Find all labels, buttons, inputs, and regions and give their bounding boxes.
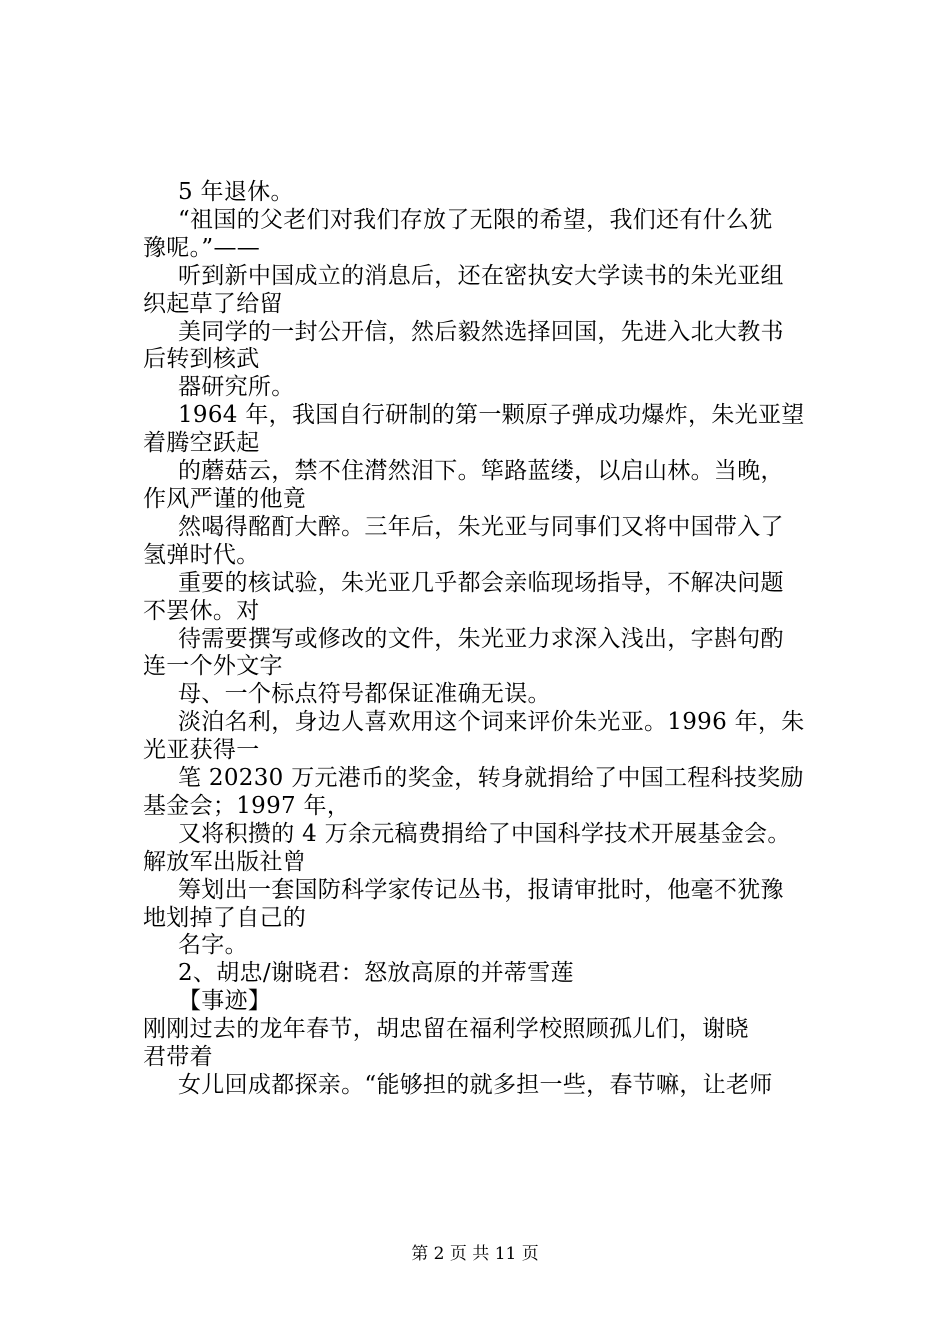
text-line: 解放军出版社曾: [143, 848, 307, 875]
text-line: 然喝得酩酊大醉。三年后，朱光亚与同事们又将中国带入了: [178, 513, 784, 540]
page-footer: 第 2 页 共 11 页: [411, 1244, 539, 1264]
text-line: 又将积攒的 4 万余元稿费捐给了中国科学技术开展基金会。: [178, 820, 791, 847]
text-line: 淡泊名利，身边人喜欢用这个词来评价朱光亚。1996 年，朱: [178, 709, 805, 736]
text-line: 基金会；1997 年，: [143, 792, 351, 819]
text-line: 织起草了给留: [143, 290, 283, 317]
text-line: 名字。: [178, 932, 248, 959]
text-line: 母、一个标点符号都保证准确无误。: [178, 681, 551, 708]
document-body: [143, 179, 843, 1100]
text-line: 听到新中国成立的消息后，还在密执安大学读书的朱光亚组: [178, 262, 784, 289]
text-line: 重要的核试验，朱光亚几乎都会亲临现场指导，不解决问题: [178, 569, 784, 596]
text-line: 不罢休。对: [143, 597, 260, 624]
text-line: 1964 年，我国自行研制的第一颗原子弹成功爆炸，朱光亚望: [178, 402, 805, 429]
text-line: 筹划出一套国防科学家传记丛书，报请审批时，他毫不犹豫: [178, 876, 784, 903]
text-line: 刚刚过去的龙年春节，胡忠留在福利学校照顾孤儿们，谢晓: [143, 1016, 749, 1043]
text-line: 着腾空跃起: [143, 430, 260, 457]
text-line: 君带着: [143, 1044, 213, 1071]
text-line: 后转到核武: [143, 346, 260, 373]
text-line: 器研究所。: [178, 374, 295, 401]
text-line: 光亚获得一: [143, 737, 260, 764]
text-line: 笔 20230 万元港币的奖金，转身就捐给了中国工程科技奖励: [178, 765, 804, 792]
text-line: 【事迹】: [178, 988, 272, 1015]
text-line: 女儿回成都探亲。“能够担的就多担一些，春节嘛，让老师: [178, 1072, 773, 1098]
text-line: 5 年退休。: [178, 179, 294, 205]
text-line: 2、胡忠/谢晓君：怒放高原的并蒂雪莲: [178, 960, 574, 987]
text-line: 待需要撰写或修改的文件，朱光亚力求深入浅出，字斟句酌: [178, 625, 784, 652]
text-line: 氢弹时代。: [143, 541, 260, 568]
text-line: 豫呢。”——: [143, 234, 261, 261]
text-line: 地划掉了自己的: [143, 904, 307, 931]
text-line: 的蘑菇云，禁不住潸然泪下。筚路蓝缕，以启山林。当晚，: [178, 458, 784, 485]
text-line: 美同学的一封公开信，然后毅然选择回国，先进入北大教书: [178, 318, 784, 345]
text-line: 作风严谨的他竟: [143, 485, 307, 512]
text-line: “祖国的父老们对我们存放了无限的希望，我们还有什么犹: [178, 206, 773, 233]
text-line: 连一个外文字: [143, 653, 283, 680]
